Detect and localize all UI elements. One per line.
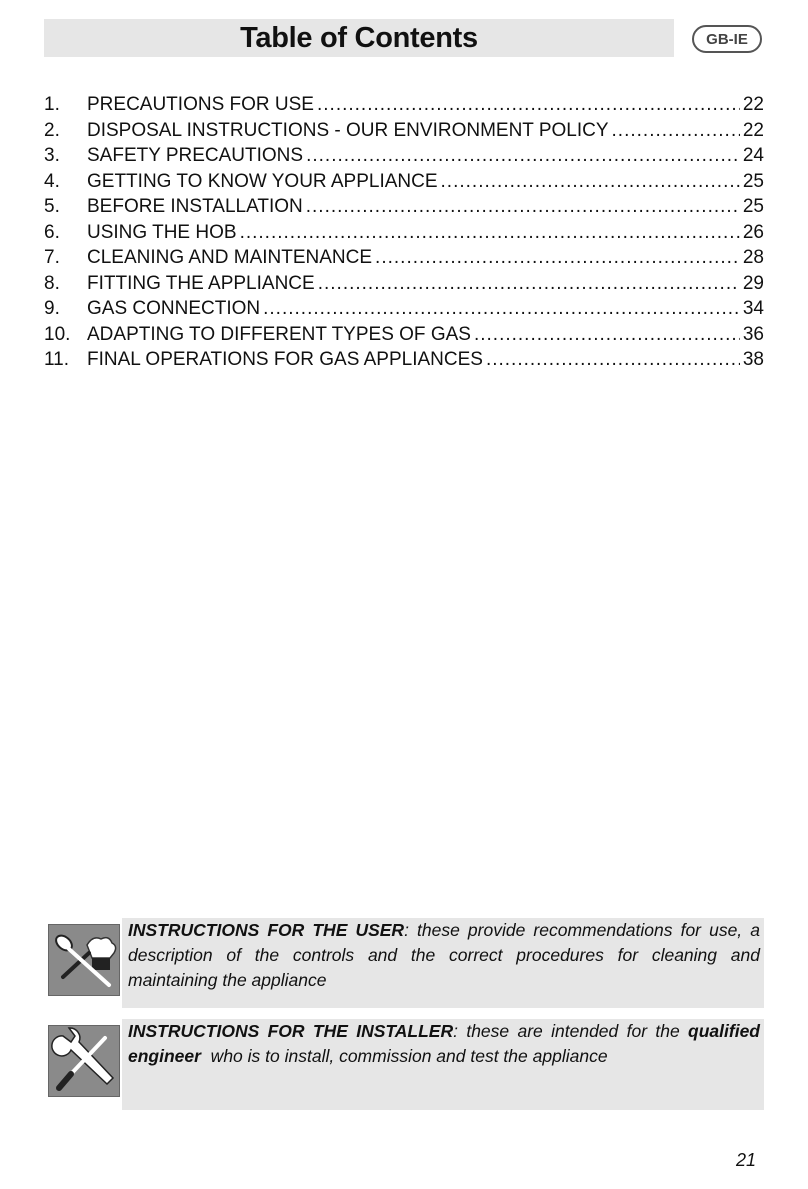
toc-leader [486, 349, 740, 371]
toc-title: GETTING TO KNOW YOUR APPLIANCE [87, 170, 438, 192]
toc-leader [306, 196, 740, 218]
toc-number: 3. [44, 145, 60, 166]
toc-page: 24 [742, 145, 764, 166]
title-bar [44, 19, 674, 57]
toc-page: 25 [742, 170, 764, 192]
toc-leader [441, 171, 740, 193]
toc-item-7[interactable] [44, 247, 764, 273]
toc-leader [240, 222, 740, 244]
toc-leader [306, 145, 740, 167]
toc-leader [375, 247, 740, 269]
page-number: 21 [735, 1150, 756, 1170]
installer-instructions-text [122, 1019, 764, 1110]
toc-number: 1. [44, 94, 60, 115]
toc-title: USING THE HOB [87, 221, 237, 243]
toc-title: CLEANING AND MAINTENANCE [87, 247, 373, 268]
toc-page: 22 [742, 94, 764, 115]
language-badge: GB-IE [692, 25, 762, 53]
toc-title: ADAPTING TO DIFFERENT TYPES OF GAS [87, 323, 471, 345]
toc-number: 2. [44, 119, 60, 141]
toc-page: 36 [742, 323, 764, 345]
toc-leader [263, 298, 740, 320]
toc-number: 10. [44, 323, 71, 345]
toc-item-3[interactable] [44, 145, 764, 171]
toc-item-2[interactable] [44, 120, 764, 146]
toc-number: 7. [44, 247, 60, 268]
toc-number: 11. [44, 349, 70, 370]
toc-page: 25 [742, 196, 764, 217]
toc-number: 5. [44, 196, 60, 217]
toc-item-8[interactable] [44, 273, 764, 299]
toc-item-5[interactable] [44, 196, 764, 222]
spoon-chef-hat-icon [48, 924, 120, 996]
toc-page: 38 [742, 349, 764, 370]
toc-title: FITTING THE APPLIANCE [87, 272, 315, 294]
toc-leader [612, 120, 740, 142]
toc-title: GAS CONNECTION [87, 298, 261, 319]
toc-page: 22 [742, 119, 764, 141]
toc-leader [317, 94, 740, 116]
toc-title: DISPOSAL INSTRUCTIONS - OUR ENVIRONMENT POLICY [87, 119, 609, 141]
toc-title: FINAL OPERATIONS FOR GAS APPLIANCES [87, 349, 483, 370]
toc-item-6[interactable] [44, 222, 764, 248]
table-of-contents [44, 94, 764, 375]
toc-leader [474, 324, 740, 346]
note-heading: INSTRUCTIONS FOR THE INSTALLER [128, 1021, 454, 1041]
toc-number: 8. [44, 272, 60, 294]
toc-title: BEFORE INSTALLATION [87, 196, 303, 217]
wrench-screwdriver-icon [48, 1025, 120, 1097]
toc-item-4[interactable] [44, 171, 764, 197]
toc-title: SAFETY PRECAUTIONS [87, 145, 304, 166]
page-title: Table of Contents [240, 21, 478, 54]
toc-page: 34 [742, 298, 764, 319]
toc-item-10[interactable] [44, 324, 764, 350]
toc-page: 26 [742, 221, 764, 243]
toc-item-1[interactable] [44, 94, 764, 120]
toc-number: 6. [44, 221, 60, 243]
note-body: : these are intended for the [453, 1021, 689, 1041]
toc-item-9[interactable] [44, 298, 764, 324]
toc-item-11[interactable] [44, 349, 764, 375]
note-heading: INSTRUCTIONS FOR THE USER [128, 920, 405, 940]
note-body-end: who is to install, commission and test the appliance [200, 1046, 608, 1066]
toc-number: 4. [44, 170, 60, 192]
note-emphasis: qualified engineer [128, 1021, 760, 1066]
user-instructions-text [122, 918, 764, 1008]
toc-page: 28 [742, 247, 764, 268]
toc-number: 9. [44, 298, 60, 319]
note-body: : these provide recommendations for use, a description of the controls and the correct procedures for cleaning and maintaining the appliance [128, 920, 760, 990]
toc-title: PRECAUTIONS FOR USE [87, 94, 314, 115]
toc-leader [318, 273, 740, 295]
toc-page: 29 [742, 272, 764, 294]
